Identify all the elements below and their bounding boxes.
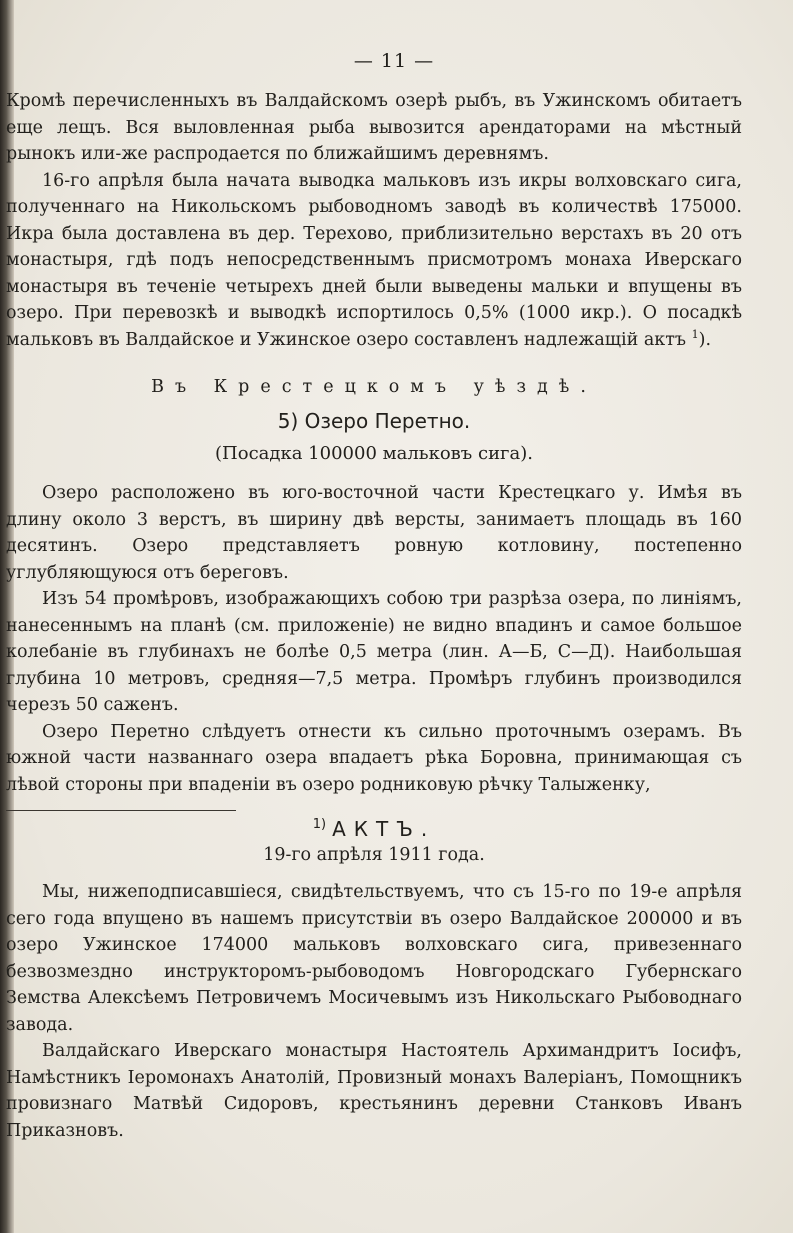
planting-subtitle: (Посадка 100000 мальковъ сига). [215,443,533,464]
intro-paragraph-1: Кромѣ перечисленныхъ въ Валдайскомъ озерѣ рыбъ, въ Ужинскомъ обитаетъ еще лещъ. Вся выловленная рыба вывозится арендаторами на мѣстный рынокъ или-же распродается по ближайшимъ деревнямъ. [6,91,742,164]
lake-paragraph-1: Озеро расположено въ юго-восточной части Крестецкаго у. Имѣя въ длину около 3 верстъ, въ ширину двѣ версты, занимаетъ площадь въ 160 десятинъ. Озеро представляетъ ровную котловину, постепенно углубляющуюся отъ береговъ. [6,483,742,583]
intro-paragraph-2-text: 16-го апрѣля была начата выводка мальковъ изъ икры волховскаго сига, полученнаго на Никольскомъ рыбоводномъ заводѣ въ количествѣ 175000. Икра была доставлена въ дер. Терехово, приблизительно верстахъ въ 20 отъ монастыря, гдѣ подъ непосредственнымъ присмотромъ монаха Иверскаго монастыря въ теченіе четырехъ дней были выведены мальки и впущены въ озеро. При перевозкѣ и выводкѣ испортилось 0,5% (1000 икр.). О посадкѣ мальковъ въ Валдайское и Ужинское озеро составленъ надлежащій актъ [6,170,742,350]
act-paragraph-1: Мы, нижеподписавшіеся, свидѣтельствуемъ, что съ 15-го по 19-е апрѣля сего года впущено въ нашемъ присутствіи въ озеро Валдайское 200000 и въ озеро Ужинское 174000 мальковъ волховскаго сига, привезеннаго безвозмездно инструкторомъ-рыбоводомъ Новгородскаго Губернскаго Земства Алексѣемъ Петровичемъ Мосичевымъ изъ Никольскаго Рыбоводнаго завода. [6,882,742,1035]
act-footnote-marker: 1) [312,817,327,833]
footnote-divider [6,810,236,811]
district-heading: Въ Крестецкомъ уѣздѣ. [151,377,597,397]
footnote-reference[interactable]: 1 [691,327,699,341]
act-date: 19-го апрѣля 1911 года. [263,845,485,865]
act-title [6,817,742,841]
intro-paragraph-2 [6,168,742,354]
act-title-text: АКТЪ. [332,817,436,841]
lake-paragraph-2: Изъ 54 промѣровъ, изображающихъ собою три разрѣза озера, по линіямъ, нанесеннымъ на планѣ (см. приложеніе) не видно впадинъ и самое большое колебаніе въ глубинахъ не болѣе 0,5 метра (лин. А—Б, С—Д). Наибольшая глубина 10 метровъ, средняя—7,5 метра. Промѣръ глубинъ производился черезъ 50 саженъ. [6,589,742,715]
page-number: — 11 — [353,50,435,72]
lake-paragraph-3: Озеро Перетно слѣдуетъ отнести къ сильно проточнымъ озерамъ. Въ южной части названнаго озера впадаетъ рѣка Боровна, принимающая съ лѣвой стороны при впаденіи въ озеро родниковую рѣчку Талыженку, [6,721,742,795]
act-paragraph-2: Валдайскаго Иверскаго монастыря Настоятель Архимандритъ Іосифъ, Намѣстникъ Іеромонахъ Анатолій, Провизный монахъ Валеріанъ, Помощникъ провизнаго Матвѣй Сидоровъ, крестьянинъ деревни Станковъ Иванъ Приказновъ. [6,1041,742,1141]
page-content [6,50,742,1144]
intro-paragraph-2-end: ). [698,329,712,350]
lake-title: 5) Озеро Перетно. [277,409,471,433]
